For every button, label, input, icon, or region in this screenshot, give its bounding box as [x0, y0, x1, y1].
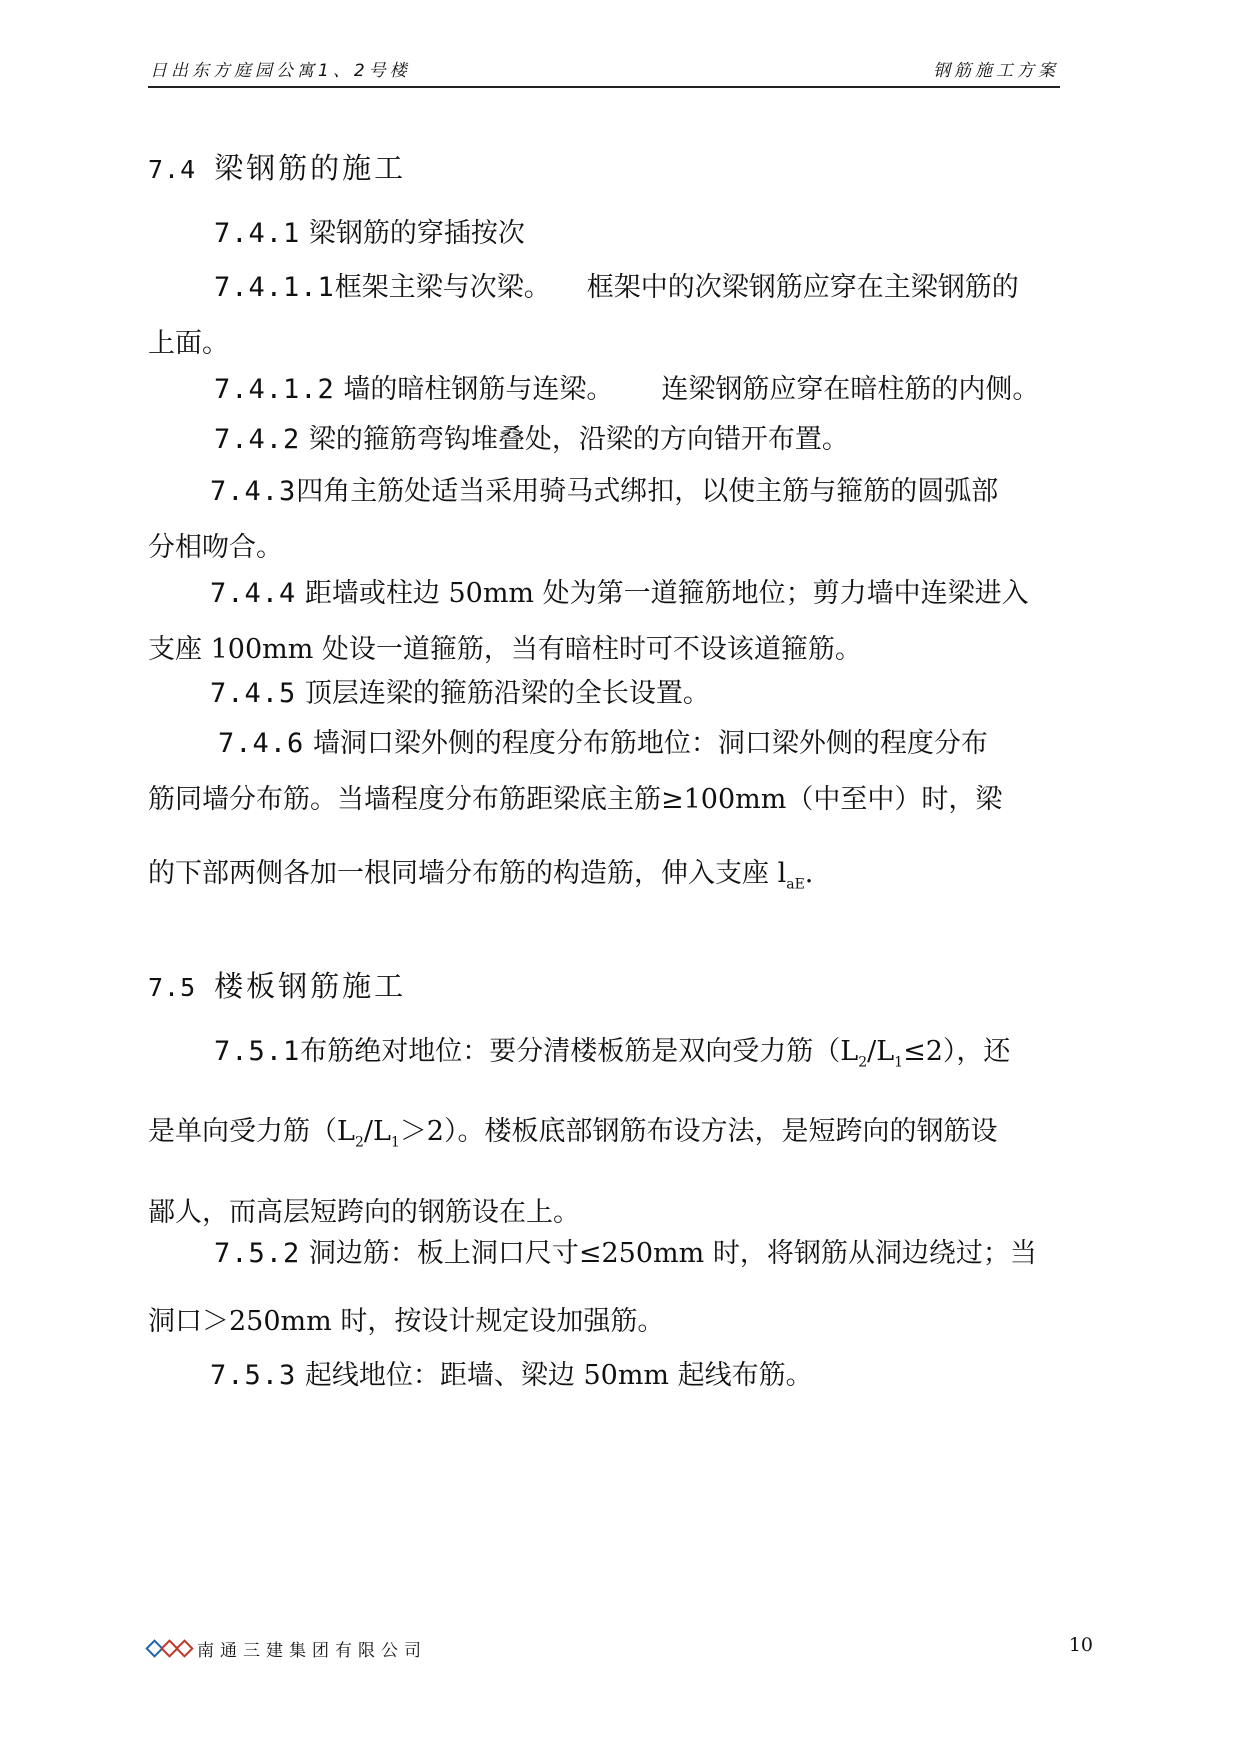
- section-heading-7-5: [148, 964, 406, 1005]
- clause-text: 梁钢筋的穿插按次: [308, 218, 525, 249]
- clause-text: 梁的箍筋弯钩堆叠处，沿梁的方向错开布置。: [308, 424, 849, 455]
- clause-number: 7.5.1: [214, 1036, 301, 1067]
- clause-text: 是单向受力筋（L: [148, 1116, 355, 1148]
- clause-text: 连梁钢筋应穿在暗柱筋的内侧。: [661, 374, 1040, 405]
- company-name: 南通三建集团有限公司: [197, 1641, 427, 1661]
- paragraph-7-4-2: [148, 412, 1108, 468]
- subscript: 1: [894, 1054, 904, 1071]
- clause-number: 7.4.5: [210, 678, 297, 709]
- clause-text: 筋同墙分布筋。当墙程度分布筋距梁底主筋≥100mm（中至中）时，梁: [148, 784, 1003, 815]
- clause-number: 7.4.1: [214, 218, 301, 249]
- clause-number: 7.4.1.2: [214, 374, 335, 405]
- section-number: 7.5: [148, 973, 197, 1002]
- clause-number: 7.4.1.1: [214, 272, 335, 303]
- clause-number: 7.4.6: [218, 728, 305, 759]
- clause-number: 7.5.3: [210, 1360, 297, 1391]
- header-project-name: 日出东方庭园公寓1、2号楼: [150, 61, 411, 81]
- clause-text: 布筋绝对地位：要分清楼板筋是双向受力筋（L: [300, 1036, 859, 1067]
- clause-text: 洞口＞250mm 时，按设计规定设加强筋。: [148, 1306, 665, 1337]
- paragraph-7-4-4: [148, 566, 1108, 678]
- section-title: 梁钢筋的施工: [214, 151, 407, 185]
- paragraph-7-4-1: [148, 206, 1108, 262]
- clause-text: 墙的暗柱钢筋与连梁。: [343, 374, 614, 405]
- clause-text: 框架中的次梁钢筋应穿在主梁钢筋的: [586, 272, 1019, 303]
- paragraph-7-5-1: [148, 1024, 1108, 1241]
- subscript: aE: [786, 876, 805, 893]
- header-divider: [148, 86, 1060, 88]
- clause-text: .: [804, 858, 814, 889]
- clause-text: 四角主筋处适当采用骑马式绑扣，以使主筋与箍筋的圆弧部: [296, 476, 999, 507]
- header-document-title: 钢筋施工方案: [933, 61, 1059, 81]
- clause-text: 鄙人，而高层短跨向的钢筋设在上。: [148, 1196, 580, 1228]
- company-logo-icon: [148, 1642, 193, 1655]
- clause-text: 框架主梁与次梁。: [334, 272, 551, 303]
- subscript: 2: [354, 1134, 364, 1151]
- paragraph-7-5-3: [148, 1348, 1108, 1404]
- clause-number: 7.5.2: [214, 1238, 301, 1269]
- clause-text: ＞2）。楼板底部钢筋布设方法，是短跨向的钢筋设: [399, 1116, 998, 1148]
- clause-text: 墙洞口梁外侧的程度分布筋地位：洞口梁外侧的程度分布: [312, 728, 988, 759]
- clause-text: 上面。: [148, 328, 229, 359]
- section-number: 7.4: [148, 155, 197, 184]
- paragraph-7-4-1-1: [148, 260, 1108, 372]
- paragraph-7-5-2: [148, 1226, 1108, 1350]
- clause-number: 7.4.4: [210, 578, 297, 609]
- clause-text: 顶层连梁的箍筋沿梁的全长设置。: [304, 678, 710, 709]
- clause-text: /L: [363, 1116, 391, 1148]
- clause-number: 7.4.3: [210, 476, 297, 507]
- clause-text: 分相吻合。: [148, 532, 283, 563]
- paragraph-7-4-6: [148, 716, 1108, 912]
- clause-text: 距墙或柱边 50mm 处为第一道箍筋地位；剪力墙中连梁进入: [304, 578, 1029, 609]
- clause-number: 7.4.2: [214, 424, 301, 455]
- paragraph-7-4-5: [148, 666, 1108, 722]
- section-heading-7-4: [148, 146, 406, 187]
- clause-text: /L: [867, 1036, 895, 1067]
- clause-text: ≤2），还: [903, 1036, 1011, 1067]
- paragraph-7-4-1-2: [148, 362, 1108, 418]
- subscript: 2: [858, 1054, 868, 1071]
- page-number: 10: [1068, 1634, 1093, 1656]
- clause-text: 起线地位：距墙、梁边 50mm 起线布筋。: [304, 1360, 813, 1391]
- section-title: 楼板钢筋施工: [214, 969, 407, 1003]
- subscript: 1: [390, 1134, 400, 1151]
- footer-company: [148, 1636, 427, 1661]
- clause-text: 支座 100mm 处设一道箍筋，当有暗柱时可不设该道箍筋。: [148, 634, 862, 665]
- clause-text: 的下部两侧各加一根同墙分布筋的构造筋，伸入支座 l: [148, 858, 787, 889]
- paragraph-7-4-3: [148, 464, 1108, 576]
- clause-text: 洞边筋：板上洞口尺寸≤250mm 时，将钢筋从洞边绕过；当: [308, 1238, 1037, 1269]
